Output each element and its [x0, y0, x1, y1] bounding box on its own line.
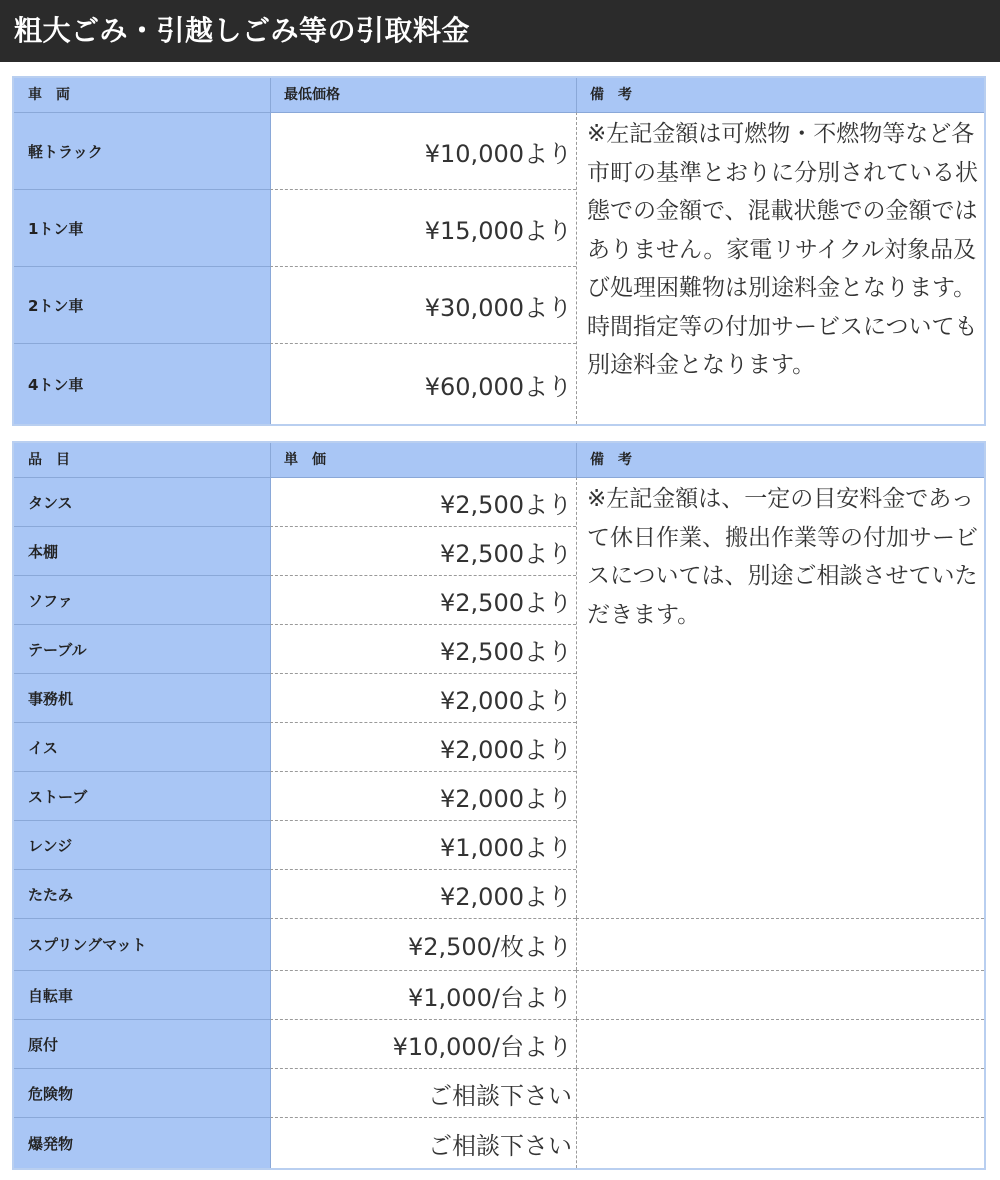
- header-min-price: 最低価格: [270, 78, 576, 112]
- table-row-price: ¥1,000より: [270, 820, 576, 869]
- header-divider: [576, 78, 577, 112]
- page-title: 粗大ごみ・引越しごみ等の引取料金: [14, 14, 471, 47]
- table-row-label: タンス: [14, 477, 270, 526]
- table-row-label: 4トン車: [14, 343, 270, 424]
- table-row-note-empty: [576, 1019, 984, 1068]
- header-unit-price: 単 価: [270, 443, 576, 477]
- table-row-note-empty: [576, 918, 984, 970]
- header-divider: [270, 443, 271, 477]
- title-bar: [0, 0, 1000, 62]
- table-row-label: 2トン車: [14, 266, 270, 343]
- table-row-label: 1トン車: [14, 189, 270, 266]
- table-row-price: ¥2,000より: [270, 869, 576, 918]
- table-row-label: 本棚: [14, 526, 270, 575]
- table-row-price: ¥15,000より: [270, 189, 576, 266]
- table-row-price: ¥60,000より: [270, 343, 576, 424]
- table-row-label: ソファ: [14, 575, 270, 624]
- table-row-label: イス: [14, 722, 270, 771]
- table-row-price: ¥2,000より: [270, 673, 576, 722]
- table-row-label: 軽トラック: [14, 112, 270, 189]
- vehicle-price-table: [12, 76, 986, 426]
- item-note: ※左記金額は、一定の目安料金であって休日作業、搬出作業等の付加サービスについては、別途ご相談させていただきます。: [576, 477, 984, 918]
- table-row-price: ¥2,000より: [270, 722, 576, 771]
- header-divider: [270, 78, 271, 112]
- table-row-label: ストーブ: [14, 771, 270, 820]
- table-row-note-empty: [576, 970, 984, 1019]
- table-row-label: 原付: [14, 1019, 270, 1068]
- table-row-price: ¥10,000より: [270, 112, 576, 189]
- table-row-price: ご相談下さい: [270, 1068, 576, 1117]
- table-row-price: ¥2,500より: [270, 477, 576, 526]
- item-price-table: [12, 441, 986, 1170]
- table-row-price: ¥1,000/台より: [270, 970, 576, 1019]
- table-row-price: ¥2,500より: [270, 624, 576, 673]
- table-row-price: ¥2,500より: [270, 526, 576, 575]
- table-row-price: ¥2,000より: [270, 771, 576, 820]
- table-row-price: ご相談下さい: [270, 1117, 576, 1168]
- header-divider: [576, 443, 577, 477]
- header-note: 備 考: [576, 443, 984, 477]
- table-row-label: テーブル: [14, 624, 270, 673]
- table-row-note-empty: [576, 1117, 984, 1168]
- vehicle-note: ※左記金額は可燃物・不燃物等など各市町の基準とおりに分別されている状態での金額で、混載状態での金額ではありません。家電リサイクル対象品及び処理困難物は別途料金となります。 時間指定等の付加サービスについても別途料金となります。: [576, 112, 984, 424]
- table-row-price: ¥10,000/台より: [270, 1019, 576, 1068]
- table-row-label: たたみ: [14, 869, 270, 918]
- table-row-label: 自転車: [14, 970, 270, 1019]
- table-row-label: 爆発物: [14, 1117, 270, 1168]
- header-vehicle: 車 両: [14, 78, 270, 112]
- table-row-price: ¥2,500/枚より: [270, 918, 576, 970]
- table-row-label: レンジ: [14, 820, 270, 869]
- table-row-label: 危険物: [14, 1068, 270, 1117]
- header-item: 品 目: [14, 443, 270, 477]
- table-row-note-empty: [576, 1068, 984, 1117]
- table-row-label: 事務机: [14, 673, 270, 722]
- table-row-price: ¥2,500より: [270, 575, 576, 624]
- header-note: 備 考: [576, 78, 984, 112]
- table-row-label: スプリングマット: [14, 918, 270, 970]
- table-row-price: ¥30,000より: [270, 266, 576, 343]
